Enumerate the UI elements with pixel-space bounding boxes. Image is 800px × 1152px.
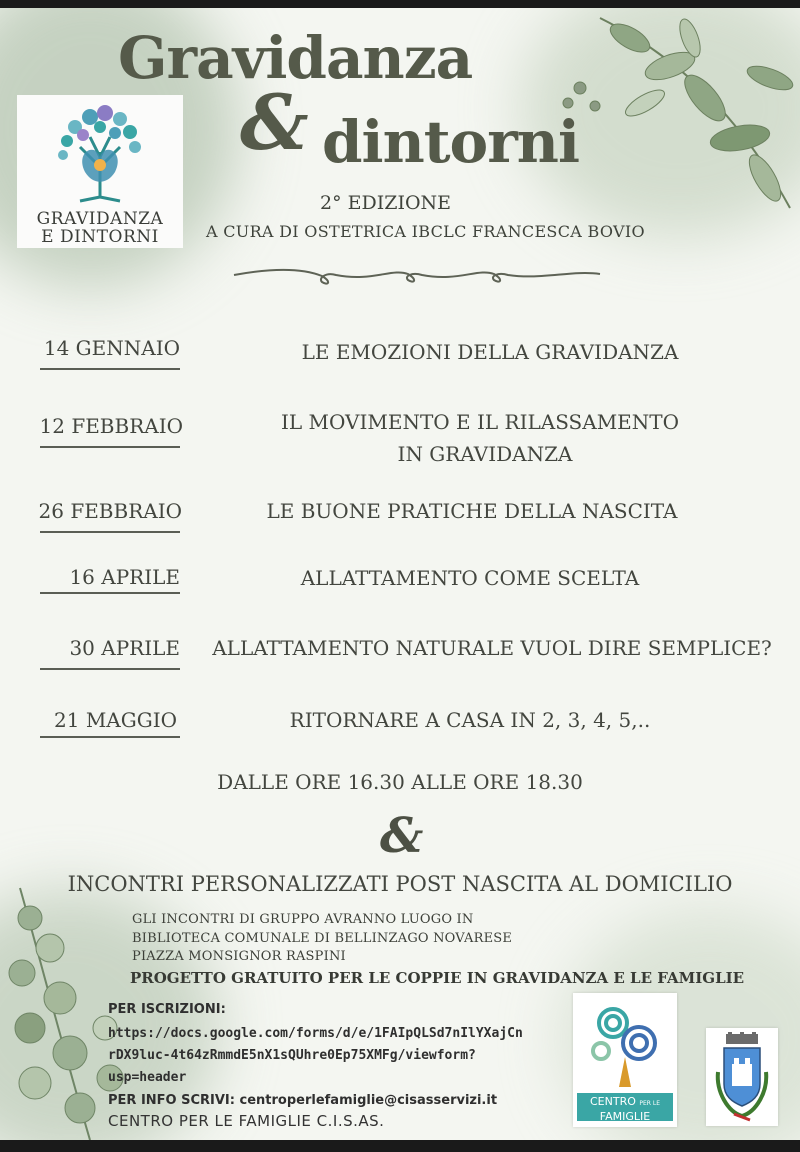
date-label: 16 APRILE xyxy=(69,565,180,589)
registration-url-line1[interactable]: https://docs.google.com/forms/d/e/1FAIpQLSd7nIlYXajCn xyxy=(108,1026,523,1041)
topic-label: LE BUONE PRATICHE DELLA NASCITA xyxy=(266,499,678,523)
title-dintorni: dintorni xyxy=(322,108,579,176)
location-line3: PIAZZA MONSIGNOR RASPINI xyxy=(132,949,346,964)
edition-label: 2° EDIZIONE xyxy=(320,192,452,214)
logo-text-line1: GRAVIDANZA xyxy=(36,209,164,229)
location-line1: GLI INCONTRI DI GRUPPO AVRANNO LUOGO IN xyxy=(132,912,474,927)
title-gravidanza: Gravidanza xyxy=(118,24,473,92)
info-label: PER INFO SCRIVI: xyxy=(108,1093,235,1108)
project-label: PROGETTO GRATUITO PER LE COPPIE IN GRAVIDANZA E LE FAMIGLIE xyxy=(130,969,745,987)
registration-url-line2[interactable]: rDX9luc-4t64zRmmdE5nX1sQUhre0Ep75XMFg/viewform? xyxy=(108,1048,476,1063)
footer-organization: CENTRO PER LE FAMIGLIE C.I.S.AS. xyxy=(108,1112,385,1130)
ornamental-divider xyxy=(232,264,602,286)
date-label: 30 APRILE xyxy=(69,636,180,660)
municipal-coat-of-arms xyxy=(706,1028,778,1126)
poster xyxy=(0,8,800,1140)
centro-logo-per: PER LE xyxy=(639,1100,660,1107)
logo-text-line2: E DINTORNI xyxy=(41,227,159,247)
date-label: 21 MAGGIO xyxy=(54,708,177,732)
topic-label: ALLATTAMENTO NATURALE VUOL DIRE SEMPLICE? xyxy=(212,636,772,660)
coat-of-arms-icon xyxy=(712,1032,772,1122)
info-email[interactable]: centroperlefamiglie@cisasservizi.it xyxy=(239,1093,498,1108)
centro-logo-text1: CENTRO xyxy=(589,1095,636,1108)
hours-label: DALLE ORE 16.30 ALLE ORE 18.30 xyxy=(217,770,583,794)
leaf-branch-decoration xyxy=(540,8,800,228)
title-ampersand: & xyxy=(240,78,308,167)
date-underline xyxy=(40,368,180,370)
topic-label: IN GRAVIDANZA xyxy=(397,442,573,466)
date-underline xyxy=(40,446,180,448)
topic-label: RITORNARE A CASA IN 2, 3, 4, 5,.. xyxy=(289,708,651,732)
location-line2: BIBLIOTECA COMUNALE DI BELLINZAGO NOVARESE xyxy=(132,931,513,946)
date-underline xyxy=(40,592,180,594)
registration-url-line3[interactable]: usp=header xyxy=(108,1070,187,1085)
personal-meetings-label: INCONTRI PERSONALIZZATI POST NASCITA AL DOMICILIO xyxy=(67,872,733,896)
centro-famiglie-logo xyxy=(573,993,677,1127)
centro-famiglie-icon xyxy=(585,999,665,1089)
date-underline xyxy=(40,531,180,533)
date-underline xyxy=(40,668,180,670)
date-label: 26 FEBBRAIO xyxy=(38,499,182,523)
date-label: 14 GENNAIO xyxy=(43,336,180,360)
topic-label: ALLATTAMENTO COME SCELTA xyxy=(300,566,640,590)
date-underline xyxy=(40,736,180,738)
topic-label: LE EMOZIONI DELLA GRAVIDANZA xyxy=(301,340,679,364)
registration-label: PER ISCRIZIONI: xyxy=(108,1002,226,1017)
curator-label: A CURA DI OSTETRICA IBCLC FRANCESCA BOVIO xyxy=(206,222,645,241)
gravidanza-logo xyxy=(17,95,183,248)
ampersand-divider: & xyxy=(380,808,424,864)
centro-logo-text2: FAMIGLIE xyxy=(599,1110,651,1123)
info-row xyxy=(108,1093,497,1108)
centro-logo-banner xyxy=(577,1093,673,1121)
date-label: 12 FEBBRAIO xyxy=(39,414,183,438)
tree-icon xyxy=(45,97,155,205)
topic-label: IL MOVIMENTO E IL RILASSAMENTO xyxy=(280,410,680,434)
